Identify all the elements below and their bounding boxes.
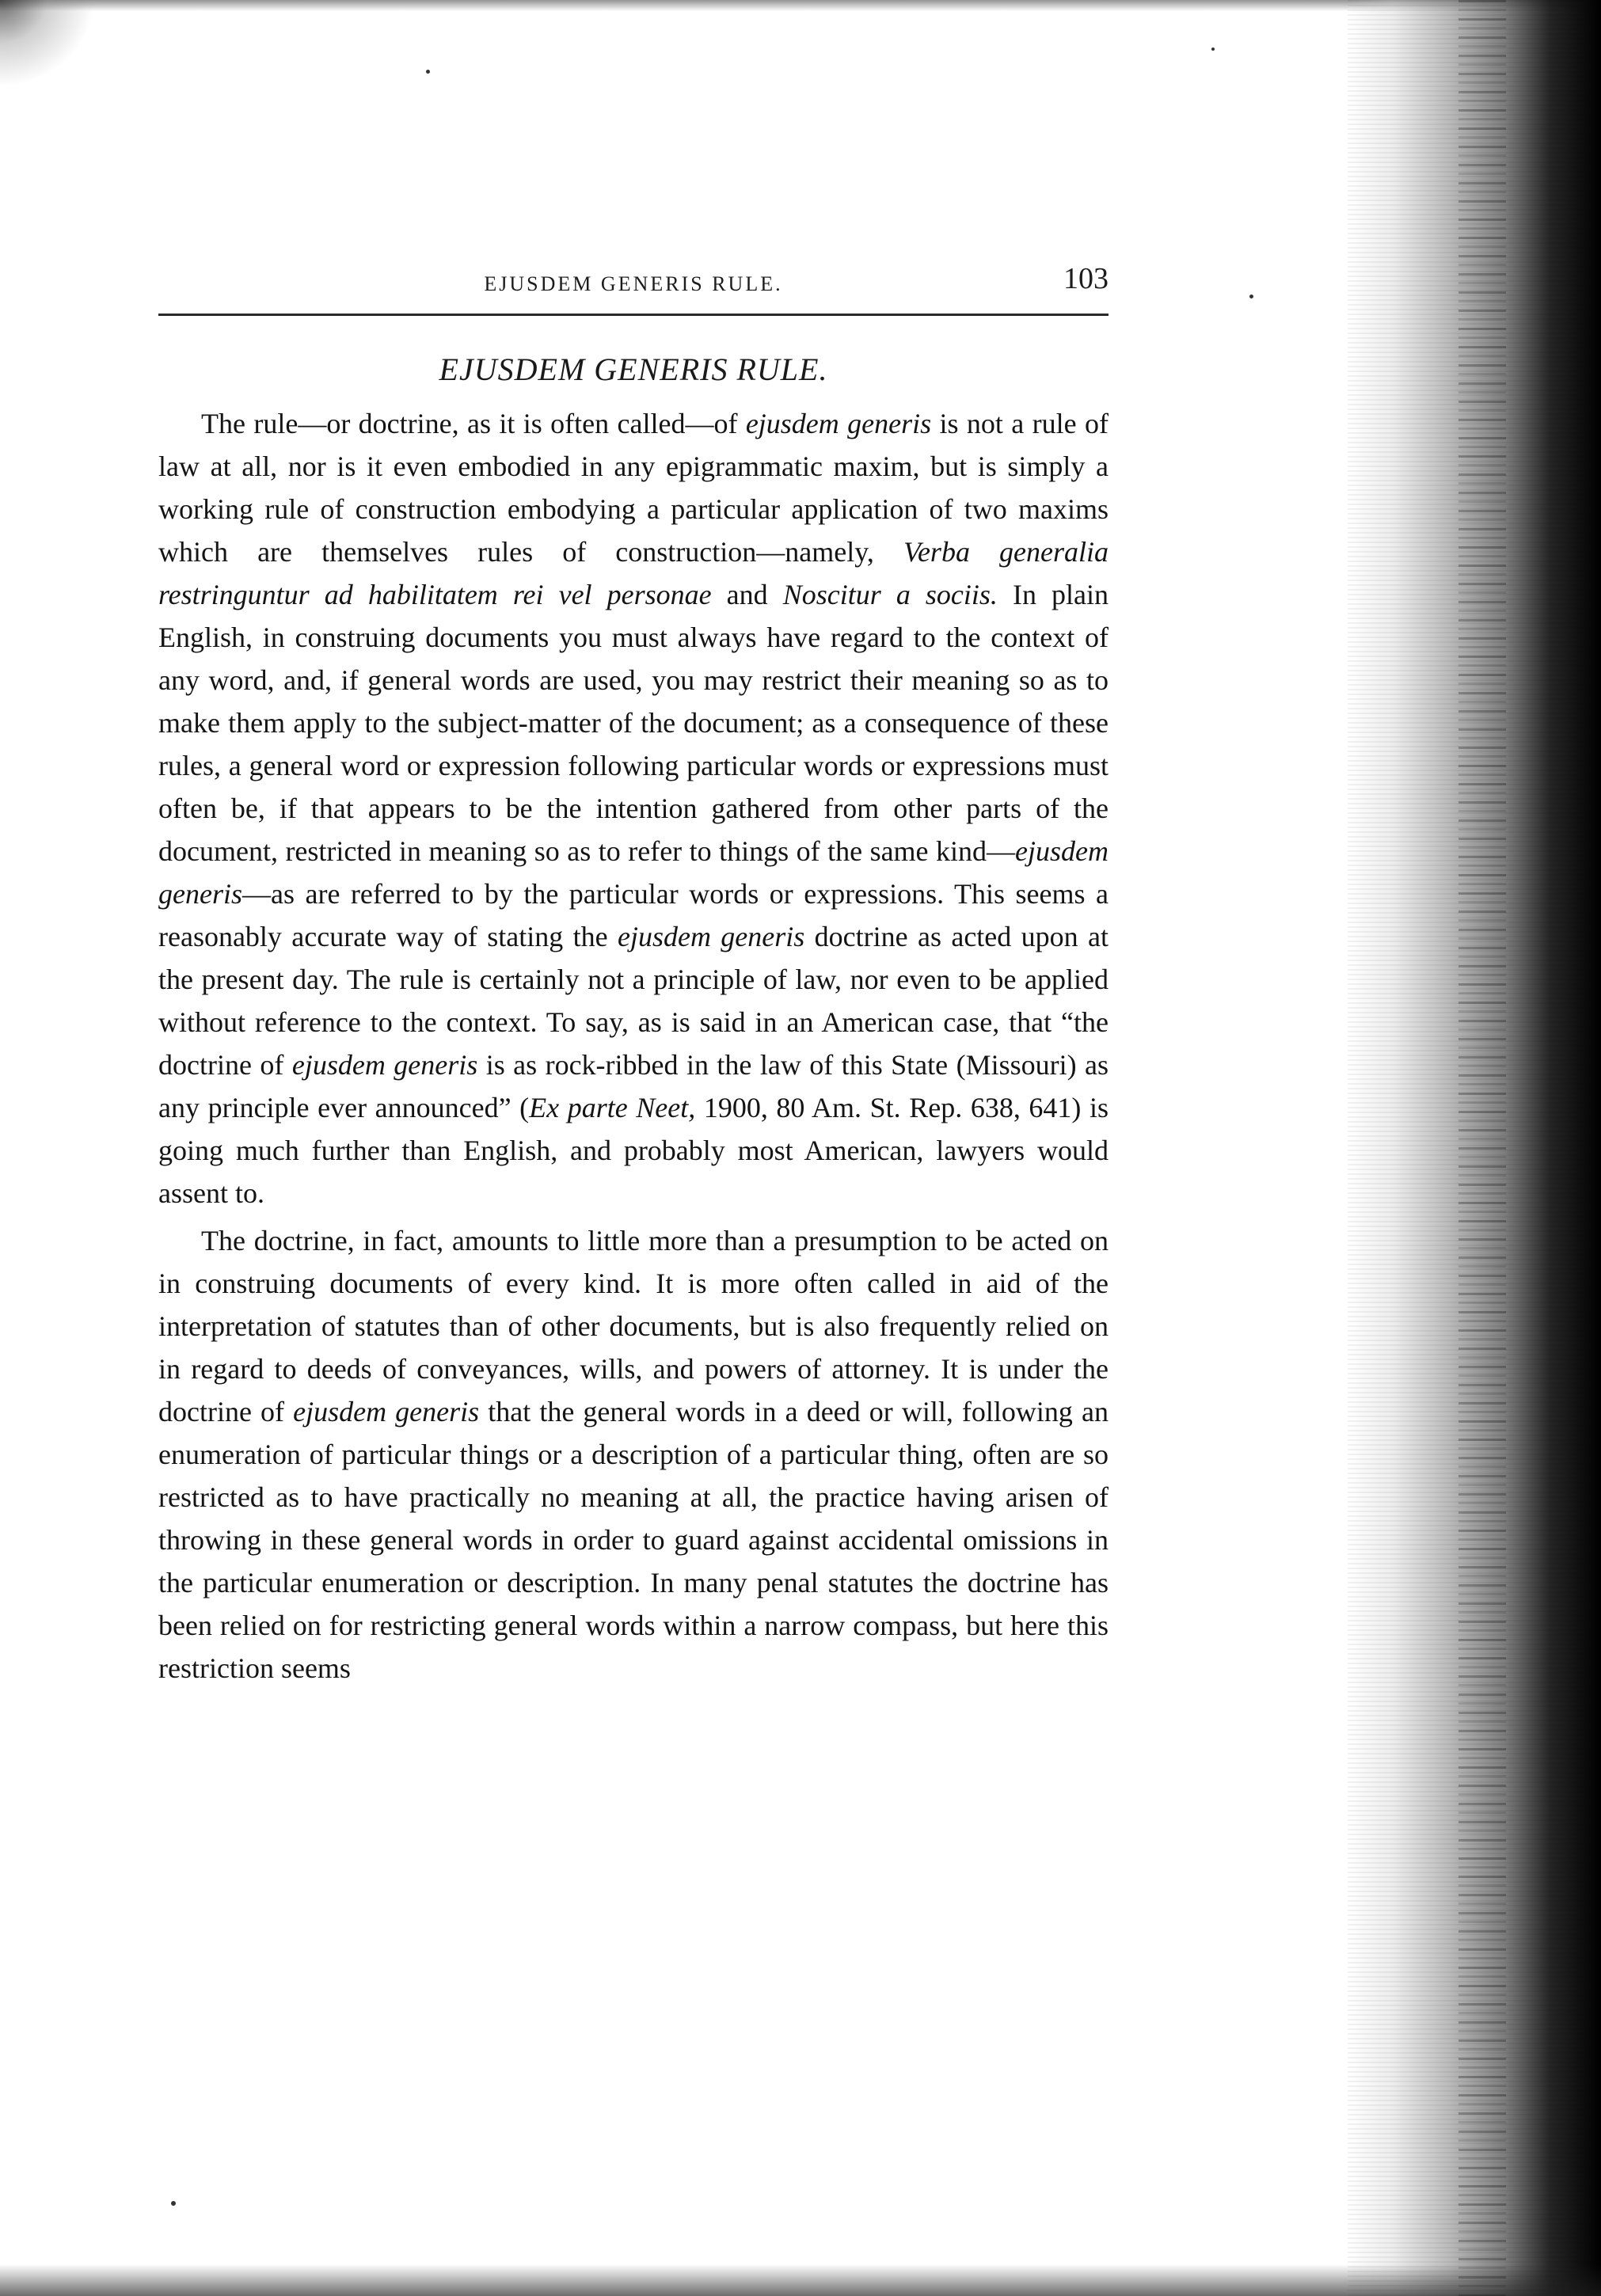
scan-speck: [1211, 48, 1215, 51]
scan-bottom-shadow: [0, 2264, 1601, 2296]
text-run: is not a rule of law at all, nor is it even embodied in any epigrammatic maxim, but is simply a working rule of construction embodying a particular application of two maxims which are themselves rules of construction—namely,: [158, 408, 1109, 568]
text-run: —as are referred to by the particular words or expressions. This seems a reasonably accurate way of stating the: [158, 878, 1109, 952]
italic-text-run: ejusdem generis: [745, 408, 932, 439]
paragraph: [158, 1219, 1109, 1690]
scan-speck: [171, 2201, 176, 2206]
italic-text-run: Ex parte Neet,: [529, 1092, 696, 1123]
book-page: [158, 261, 1109, 1690]
italic-text-run: ejusdem generis: [293, 1396, 480, 1427]
scan-speck: [426, 70, 430, 74]
text-run: doctrine as acted upon at the present day. The rule is certainly not a principle of law, nor even to be applied without reference to the context. To say, as is said in an American case, that “the doctrine of: [158, 921, 1109, 1081]
scan-speck: [1249, 295, 1253, 298]
text-run: In plain English, in construing documents you must always have regard to the context of any word, and, if general words are used, you may restrict their meaning so as to make them apply to the subject-matter of the document; as a consequence of these rules, a general word or expression following particular words or expressions must often be, if that appears to be the intention gathered from other parts of the document, restricted in meaning so as to refer to things of the same kind—: [158, 579, 1109, 867]
italic-text-run: ejusdem generis: [158, 835, 1109, 910]
text-run: 1900, 80 Am. St. Rep. 638, 641) is going much further than English, and probably most American, lawyers would assent to.: [158, 1092, 1109, 1209]
italic-text-run: Verba generalia restringuntur ad habilitatem rei vel personae: [158, 536, 1109, 610]
section-heading: EJUSDEM GENERIS RULE.: [439, 352, 828, 387]
scan-binding-texture: [1458, 0, 1506, 2296]
scan-corner-shadow: [0, 0, 95, 87]
text-run: The doctrine, in fact, amounts to little more than a presumption to be acted on in construing documents of every kind. It is more often called in aid of the interpretation of statutes than of other documents, but is also frequently relied on in regard to deeds of conveyances, wills, and powers of attorney. It is under the doctrine of: [158, 1225, 1109, 1427]
italic-text-run: ejusdem generis: [617, 921, 805, 952]
text-run: The rule—or doctrine, as it is often called—of: [201, 408, 746, 439]
italic-text-run: Noscitur a sociis.: [782, 579, 998, 610]
running-head-title: EJUSDEM GENERIS RULE.: [484, 272, 783, 295]
text-run: that the general words in a deed or will, following an enumeration of particular things or a description of a particular thing, often are so restricted as to have practically no meaning at all, the practice having arisen of throwing in these general words in order to guard against accidental omissions in the particular enumeration or description. In many penal statutes the doctrine has been relied on for restricting general words within a narrow compass, but here this restriction seems: [158, 1396, 1109, 1684]
page-number: 103: [1063, 262, 1109, 295]
running-head: [158, 261, 1109, 316]
text-run: is as rock-ribbed in the law of this State (Missouri) as any principle ever announced” (: [158, 1049, 1109, 1123]
text-run: and: [711, 579, 783, 610]
italic-text-run: ejusdem generis: [291, 1049, 478, 1081]
paragraph: [158, 402, 1109, 1215]
